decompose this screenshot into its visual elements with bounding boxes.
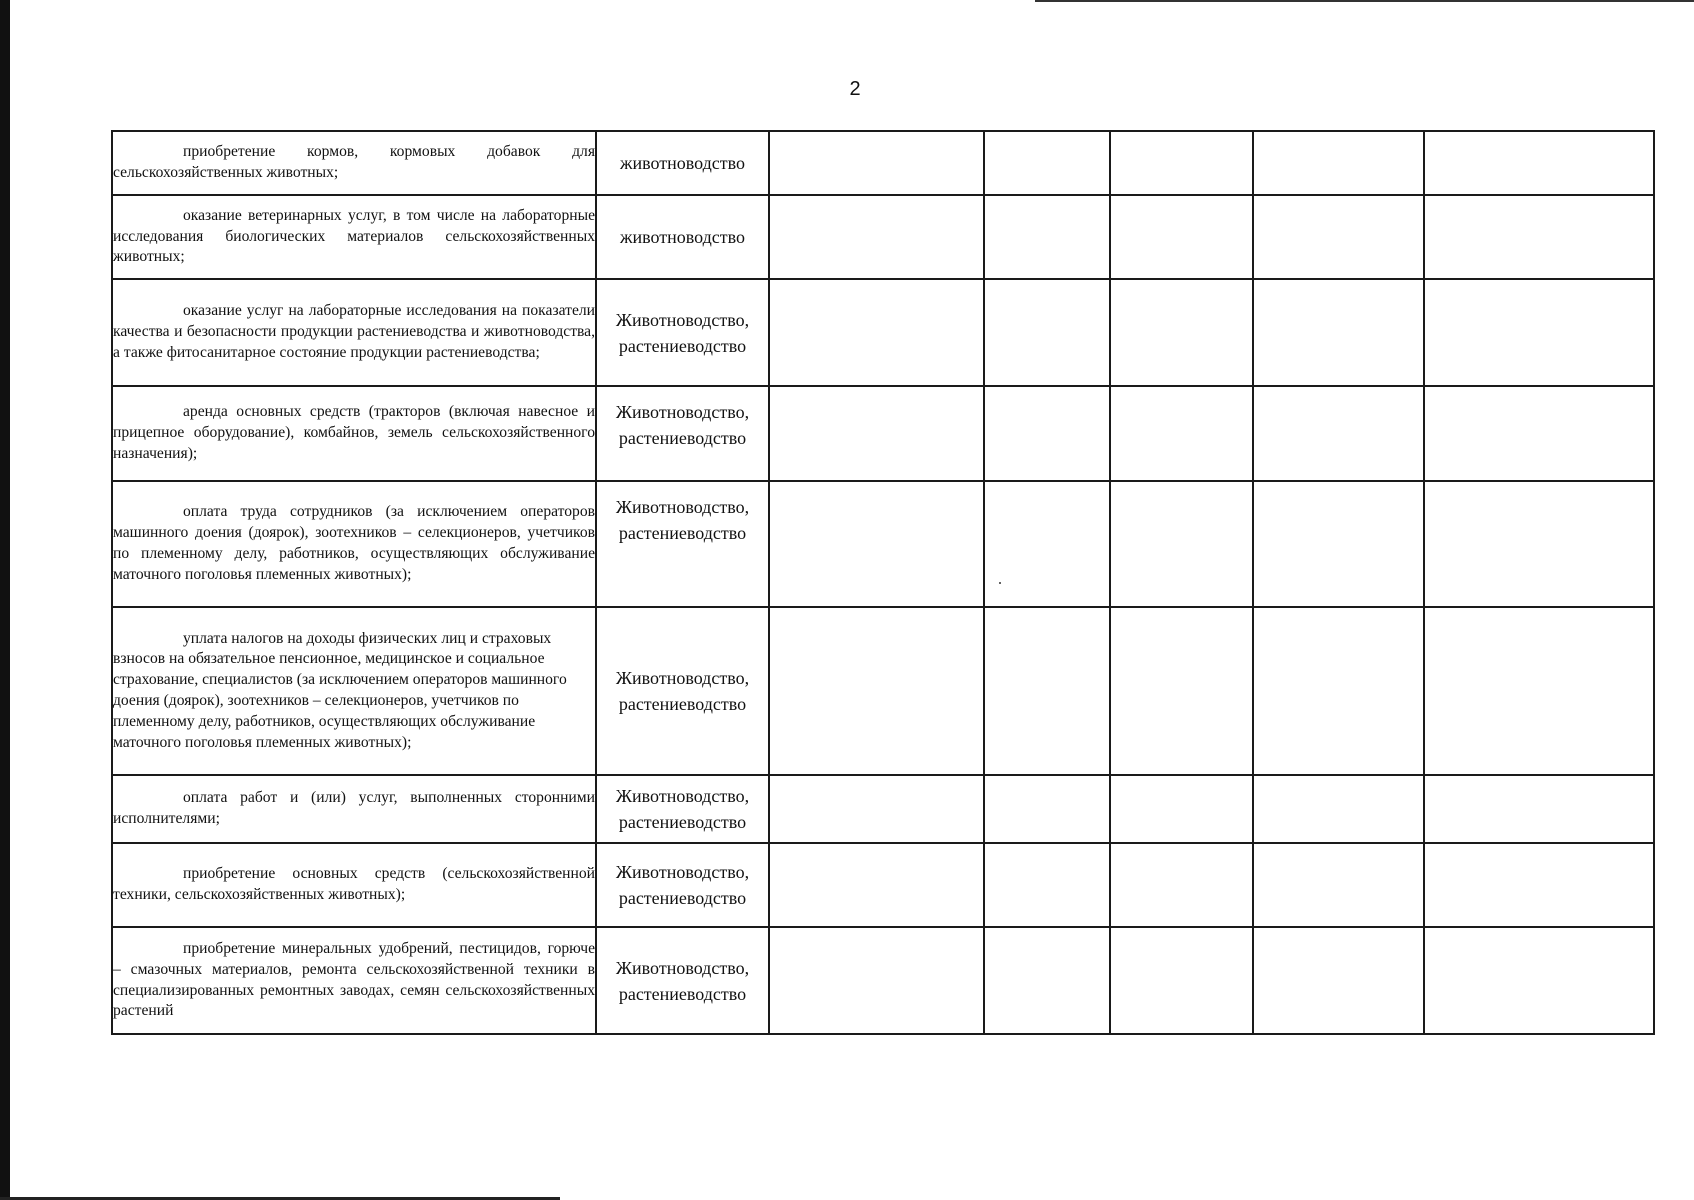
table-row [112, 843, 1654, 927]
value-cell [1253, 279, 1424, 386]
value-cell [984, 481, 1110, 607]
value-cell [1253, 481, 1424, 607]
description-text: приобретение минеральных удобрений, пестицидов, горюче – смазочных материалов, ремонта сельскохозяйственной техники в специализированных ремонтных заводах, семян сельскохозяйственных растений [113, 939, 595, 1020]
expense-description [112, 843, 596, 927]
branch-cell: Животноводство, растениеводство [596, 481, 769, 607]
value-cell [984, 607, 1110, 775]
value-cell [1253, 386, 1424, 481]
expense-table [111, 130, 1655, 1035]
value-cell [1110, 279, 1253, 386]
scan-edge-top [1035, 0, 1694, 2]
value-cell [1110, 481, 1253, 607]
description-text: приобретение основных средств (сельскохозяйственной техники, сельскохозяйственных животных); [113, 865, 595, 903]
value-cell [769, 927, 984, 1034]
value-cell [984, 195, 1110, 279]
value-cell [1424, 927, 1654, 1034]
table-row [112, 927, 1654, 1034]
branch-cell: Животноводство, растениеводство [596, 607, 769, 775]
table-row [112, 279, 1654, 386]
value-cell [984, 843, 1110, 927]
value-cell [1424, 843, 1654, 927]
value-cell [1424, 386, 1654, 481]
table-row [112, 607, 1654, 775]
expense-description [112, 195, 596, 279]
value-cell [769, 279, 984, 386]
value-cell [769, 481, 984, 607]
value-cell [1424, 775, 1654, 843]
branch-cell: животноводство [596, 131, 769, 195]
value-cell [1253, 927, 1424, 1034]
branch-cell: Животноводство, растениеводство [596, 927, 769, 1034]
value-cell [1253, 775, 1424, 843]
value-cell [769, 775, 984, 843]
value-cell [1424, 607, 1654, 775]
description-text: оплата работ и (или) услуг, выполненных сторонними исполнителями; [113, 789, 595, 827]
value-cell [984, 131, 1110, 195]
value-cell [1110, 775, 1253, 843]
description-text: оплата труда сотрудников (за исключением операторов машинного доения (доярок), зоотехников – селекционеров, учетчиков по племенному делу, работников, осуществляющих обслуживание маточного поголовья племенных животных); [113, 503, 595, 583]
value-cell [1253, 607, 1424, 775]
branch-cell: животноводство [596, 195, 769, 279]
expense-description [112, 131, 596, 195]
value-cell [769, 386, 984, 481]
table-row [112, 131, 1654, 195]
value-cell [1253, 131, 1424, 195]
value-cell [769, 843, 984, 927]
value-cell [984, 386, 1110, 481]
description-text: оказание услуг на лабораторные исследования на показатели качества и безопасности продукции растениеводства и животноводства, а также фитосанитарное состояние продукции растениеводства; [113, 302, 595, 361]
description-text: приобретение кормов, кормовых добавок для сельскохозяйственных животных; [113, 143, 595, 181]
table-row [112, 195, 1654, 279]
value-cell [769, 195, 984, 279]
value-cell [1110, 607, 1253, 775]
value-cell [769, 131, 984, 195]
expense-description [112, 775, 596, 843]
table-row [112, 386, 1654, 481]
branch-cell: Животноводство, растениеводство [596, 279, 769, 386]
page-number: 2 [849, 78, 861, 100]
value-cell [1110, 195, 1253, 279]
value-cell [984, 927, 1110, 1034]
value-cell [1253, 195, 1424, 279]
value-cell [984, 279, 1110, 386]
value-cell [1424, 481, 1654, 607]
table-row [112, 775, 1654, 843]
value-cell [1110, 386, 1253, 481]
branch-cell: Животноводство, растениеводство [596, 386, 769, 481]
branch-cell: Животноводство, растениеводство [596, 775, 769, 843]
value-cell [1110, 131, 1253, 195]
expense-description [112, 607, 596, 775]
table-row [112, 481, 1654, 607]
value-cell [1424, 195, 1654, 279]
branch-cell: Животноводство, растениеводство [596, 843, 769, 927]
expense-description [112, 386, 596, 481]
description-text: уплата налогов на доходы физических лиц и страховых взносов на обязательное пенсионное, медицинское и социальное страхование, специалистов (за исключением операторов машинного доения (доярок), зоотехников – селекционеров, учетчиков по племенному делу, работников, осуществляющих обслуживание маточного поголовья племенных животных); [113, 629, 567, 751]
expense-description [112, 279, 596, 386]
value-cell [769, 607, 984, 775]
value-cell [1110, 843, 1253, 927]
scan-speck [999, 582, 1001, 584]
value-cell [984, 775, 1110, 843]
expense-description [112, 481, 596, 607]
expense-description [112, 927, 596, 1034]
description-text: оказание ветеринарных услуг, в том числе на лабораторные исследования биологических материалов сельскохозяйственных животных; [113, 206, 595, 266]
value-cell [1253, 843, 1424, 927]
value-cell [1424, 279, 1654, 386]
scan-edge-left [0, 0, 10, 1200]
value-cell [1424, 131, 1654, 195]
value-cell [1110, 927, 1253, 1034]
description-text: аренда основных средств (тракторов (включая навесное и прицепное оборудование), комбайнов, земель сельскохозяйственного назначения); [113, 403, 595, 462]
